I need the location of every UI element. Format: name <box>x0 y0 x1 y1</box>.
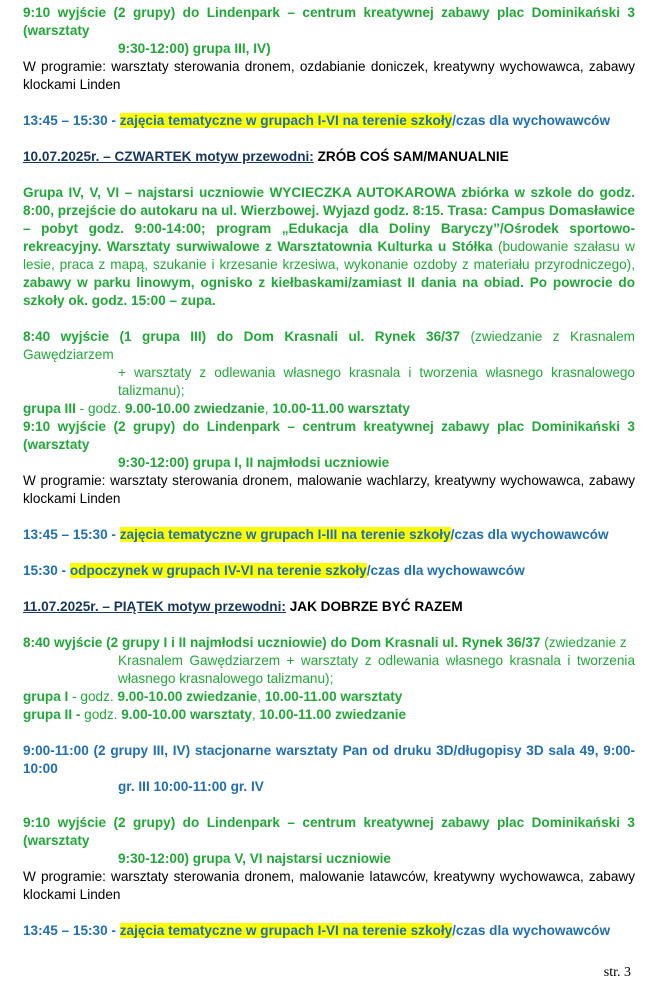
page-number: str. 3 <box>603 965 631 980</box>
3d-print-workshop: 9:00-11:00 (2 grupy III, IV) stacjonarne warsztaty Pan od druku 3D/długopisy 3D sala 49, 9:00-10:00 <box>23 743 635 776</box>
rest-activities: 15:30 - odpoczynek w grupach IV-VI na terenie szkoły/czas dla wychowawców <box>23 563 525 578</box>
3d-print-workshop-cont: gr. III 10:00-11:00 gr. IV <box>118 779 264 794</box>
highlighted-text: zajęcia tematyczne w grupach I-III na terenie szkoły <box>119 527 451 542</box>
group-schedule: grupa III - godz. 9.00-10.00 zwiedzanie, 10.00-11.00 warsztaty <box>23 401 410 416</box>
lindenpark-outing: 9:10 wyjście (2 grupy) do Lindenpark – centrum kreatywnej zabawy plac Dominikański 3 (warsztaty <box>23 815 635 848</box>
afternoon-activities: 13:45 – 15:30 - zajęcia tematyczne w grupach I-VI na terenie szkoły/czas dla wychowawców <box>23 113 611 128</box>
lindenpark-outing-cont: 9:30-12:00) grupa I, II najmłodsi uczniowie <box>118 455 390 470</box>
afternoon-activities: 13:45 – 15:30 - zajęcia tematyczne w grupach I-III na terenie szkoły/czas dla wychowawców <box>23 527 609 542</box>
group-schedule: grupa I - godz. 9.00-10.00 zwiedzanie, 10.00-11.00 warsztaty <box>23 689 403 704</box>
document-page <box>23 4 635 940</box>
lindenpark-outing-cont: 9:30-12:00) grupa III, IV) <box>118 41 271 56</box>
programme-text: W programie: warsztaty sterowania dronem, malowanie latawców, kreatywny wychowawca, zabawy klockami Linden <box>23 869 635 902</box>
highlighted-text: zajęcia tematyczne w grupach I-VI na terenie szkoły <box>119 113 453 128</box>
krasnal-visit-cont: + warsztaty z odlewania własnego krasnala i tworzenia własnego krasnalowego talizmanu); <box>118 365 635 398</box>
krasnal-visit: 8:40 wyjście (1 grupa III) do Dom Krasnali ul. Rynek 36/37 (zwiedzanie z Krasnalem Gawędziarzem <box>23 329 636 362</box>
programme-text: W programie: warsztaty sterowania dronem, malowanie wachlarzy, kreatywny wychowawca, zabawy klockami Linden <box>23 473 635 506</box>
programme-text: W programie: warsztaty sterowania dronem, ozdabianie doniczek, kreatywny wychowawca, zabawy klockami Linden <box>23 59 635 92</box>
group-schedule: grupa II - godz. 9.00-10.00 warsztaty, 10.00-11.00 zwiedzanie <box>23 707 407 722</box>
day-heading-thursday: 10.07.2025r. – CZWARTEK motyw przewodni: ZRÓB COŚ SAM/MANUALNIE <box>23 149 509 164</box>
lindenpark-outing: 9:10 wyjście (2 grupy) do Lindenpark – centrum kreatywnej zabawy plac Dominikański 3 (warsztaty <box>23 419 635 452</box>
day-heading-friday: 11.07.2025r. – PIĄTEK motyw przewodni: JAK DOBRZE BYĆ RAZEM <box>23 599 463 614</box>
lindenpark-outing-cont: 9:30-12:00) grupa V, VI najstarsi uczniowie <box>118 851 391 866</box>
highlighted-text: odpoczynek w grupach IV-VI na terenie szkoły <box>69 563 367 578</box>
krasnal-visit-cont: Krasnalem Gawędziarzem + warsztaty z odlewania własnego krasnala i tworzenia własnego krasnalowego talizmanu); <box>118 653 635 686</box>
afternoon-activities: 13:45 – 15:30 - zajęcia tematyczne w grupach I-VI na terenie szkoły/czas dla wychowawców <box>23 923 611 938</box>
krasnal-visit: 8:40 wyjście (2 grupy I i II najmłodsi uczniowie) do Dom Krasnali ul. Rynek 36/37 (zwiedzanie z <box>23 635 627 650</box>
bus-trip-description: Grupa IV, V, VI – najstarsi uczniowie WYCIECZKA AUTOKAROWA zbiórka w szkole do godz. 8:00, przejście do autokaru na ul. Wierzbowej. Wyjazd godz. 8:15. Trasa: Campus Domasławice – pobyt godz. 9:00-14:00; program „Edukacja dla Doliny Baryczy”/Ośrodek sportowo-rekreacyjny. Warsztaty surwiwalowe z Warsztatownia Kulturka u Stółka (budowanie szałasu w lesie, praca z mapą, szukanie i krzesanie krzesiwa, wykonanie ozdoby z materiału przyrodniczego), zabawy w parku linowym, ognisko z kiełbaskami/zamiast II dania na obiad. Po powrocie do szkoły ok. godz. 15:00 – zupa. <box>23 185 635 308</box>
lindenpark-outing: 9:10 wyjście (2 grupy) do Lindenpark – centrum kreatywnej zabawy plac Dominikański 3 (warsztaty <box>23 5 635 38</box>
highlighted-text: zajęcia tematyczne w grupach I-VI na terenie szkoły <box>119 923 453 938</box>
